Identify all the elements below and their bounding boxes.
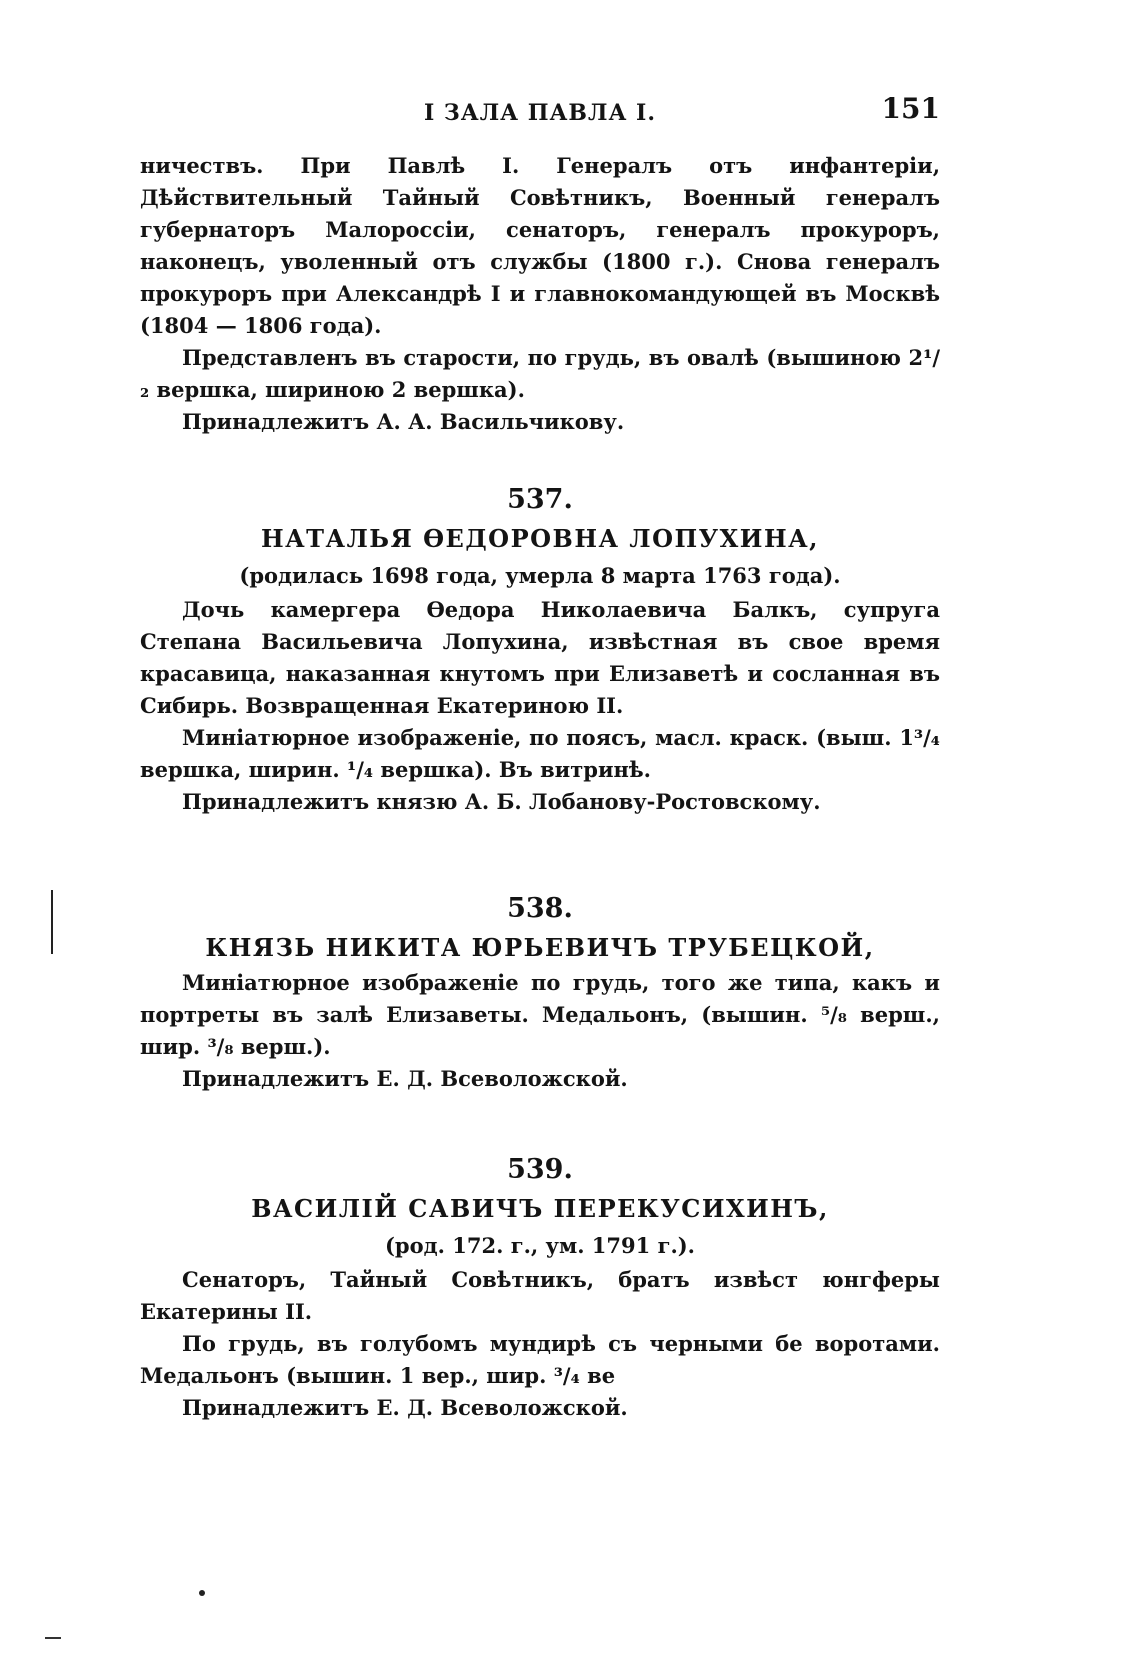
page-number: 151 [881,92,940,125]
entry-owner: Принадлежитъ Е. Д. Всеволожской. [182,1066,628,1091]
entry-portrait-description: Представленъ въ старости, по грудь, въ овалѣ (вышиною 2¹/₂ вершка, шириною 2 вершка). [140,345,940,402]
entry-number: 537. [507,484,573,515]
entry-bio: Дочь камергера Ѳедора Николаевича Балкъ, супруга Степана Васильевича Лопухина, извѣстная въ свое время красавица, наказанная кнутомъ при Елизаветѣ и сосланная въ Сибирь. Возвращенная Екатериною II. [140,597,940,718]
entry-owner: Принадлежитъ А. А. Васильчикову. [182,409,625,434]
running-head: I ЗАЛА ПАВЛА I. [423,100,657,126]
entry-number: 539. [507,1154,573,1185]
entry-portrait-description: По грудь, въ голубомъ мундирѣ съ черными бе воротами. Медальонъ (вышин. 1 вер., шир. ³/₄ ве [140,1331,940,1388]
entry-owner: Принадлежитъ Е. Д. Всеволожской. [182,1395,628,1420]
catalog-entry-539 [140,1150,940,1424]
page-header [140,92,940,132]
entry-name: НАТАЛЬЯ ѲЕДОРОВНА ЛОПУХИНА, [260,524,820,553]
scan-speck [199,1590,205,1596]
entry-portrait-description: Миніатюрное изображеніе, по поясъ, масл. краск. (выш. 1³/₄ вершка, ширин. ¹/₄ вершка). Въ витринѣ. [140,725,940,782]
entry-dates: (родилась 1698 года, умерла 8 марта 1763 года). [239,563,841,588]
entry-name: КНЯЗЬ НИКИТА ЮРЬЕВИЧЪ ТРУБЕЦКОЙ, [205,933,875,962]
entry-number: 538. [507,893,573,924]
catalog-entry-538 [140,889,940,1095]
catalog-entry-537 [140,480,940,818]
entry-owner: Принадлежитъ князю А. Б. Лобанову-Ростовскому. [182,789,821,814]
margin-rule [51,890,53,954]
entry-portrait-description: Миніатюрное изображеніе по грудь, того же типа, какъ и портреты въ залѣ Елизаветы. Медальонъ, (вышин. ⁵/₈ верш., шир. ³/₈ верш.). [140,970,940,1059]
entry-bio: Сенаторъ, Тайный Совѣтникъ, братъ извѣст юнгферы Екатерины II. [140,1267,940,1324]
continued-entry [140,150,940,438]
entry-name: ВАСИЛІЙ САВИЧЪ ПЕРЕКУСИХИНЪ, [251,1194,829,1223]
scan-dash [45,1637,61,1639]
entry-dates: (род. 172. г., ум. 1791 г.). [385,1233,695,1258]
entry-bio: ничествъ. При Павлѣ I. Генералъ отъ инфантеріи, Дѣйствительный Тайный Совѣтникъ, Военный генералъ губернаторъ Малороссіи, сенаторъ, генералъ прокуроръ, наконецъ, уволенный отъ службы (1800 г.). Снова генералъ прокуроръ при Александрѣ I и главнокомандующей въ Москвѣ (1804 — 1806 года). [140,153,940,338]
